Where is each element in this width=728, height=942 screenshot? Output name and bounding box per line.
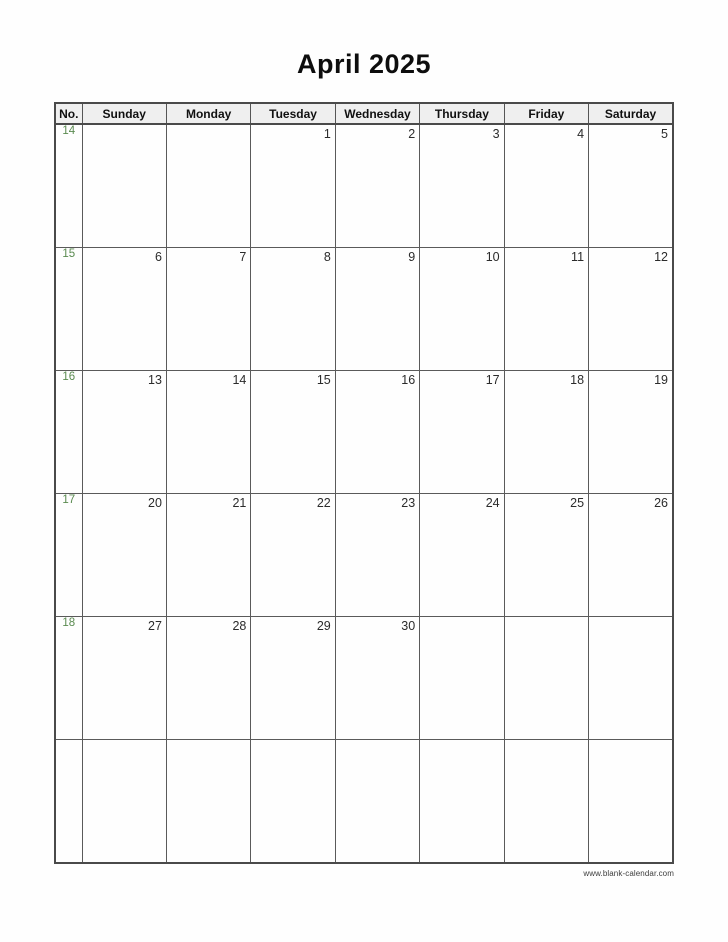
day-number: 22 — [316, 496, 331, 510]
week-row — [55, 371, 673, 494]
day-cell — [504, 740, 588, 864]
day-cell — [420, 617, 504, 740]
day-number — [589, 617, 672, 619]
day-number: 10 — [485, 250, 500, 264]
day-number: 18 — [570, 373, 585, 387]
week-number-cell — [55, 371, 82, 494]
day-cell — [504, 371, 588, 494]
week-number-cell — [55, 124, 82, 248]
day-cell — [251, 494, 335, 617]
day-cell — [504, 124, 588, 248]
day-cell — [251, 371, 335, 494]
day-cell — [420, 124, 504, 248]
day-number: 15 — [316, 373, 331, 387]
day-cell — [251, 124, 335, 248]
day-cell — [82, 494, 166, 617]
day-number: 5 — [661, 127, 668, 141]
day-number — [251, 740, 334, 742]
header-row — [55, 103, 673, 124]
day-cell — [589, 248, 673, 371]
day-cell — [589, 740, 673, 864]
day-cell — [82, 371, 166, 494]
day-cell — [589, 617, 673, 740]
day-cell — [166, 124, 250, 248]
day-cell — [589, 124, 673, 248]
day-cell — [504, 617, 588, 740]
day-number: 20 — [148, 496, 162, 510]
day-number — [505, 740, 588, 742]
day-number: 9 — [408, 250, 416, 264]
day-number: 11 — [571, 250, 585, 264]
day-number: 29 — [316, 619, 331, 633]
day-number: 19 — [654, 373, 668, 387]
day-cell — [420, 494, 504, 617]
day-number — [167, 125, 250, 127]
day-number — [83, 740, 166, 742]
day-number: 23 — [401, 496, 416, 510]
day-number: 6 — [154, 250, 162, 264]
day-cell — [420, 740, 504, 864]
day-number: 21 — [232, 496, 247, 510]
day-cell — [420, 371, 504, 494]
week-number-cell — [55, 617, 82, 740]
day-number — [83, 125, 166, 127]
week-number: 15 — [62, 248, 76, 260]
day-cell — [166, 371, 250, 494]
day-cell — [82, 740, 166, 864]
day-number: 28 — [232, 619, 247, 633]
day-cell — [335, 371, 419, 494]
day-number — [336, 740, 419, 742]
day-cell — [589, 494, 673, 617]
header-friday: Friday — [504, 103, 588, 124]
day-cell — [335, 494, 419, 617]
week-number: 14 — [62, 125, 76, 137]
site-footer-url: www.blank-calendar.com — [583, 869, 674, 878]
week-number: 16 — [62, 371, 76, 383]
day-number: 4 — [577, 127, 585, 141]
week-row — [55, 124, 673, 248]
week-row — [55, 494, 673, 617]
day-cell — [82, 617, 166, 740]
day-cell — [335, 740, 419, 864]
header-sunday: Sunday — [82, 103, 166, 124]
day-number: 27 — [148, 619, 162, 633]
day-number: 12 — [654, 250, 668, 264]
day-cell — [251, 617, 335, 740]
day-cell — [166, 617, 250, 740]
calendar-grid — [54, 102, 674, 864]
day-cell — [589, 371, 673, 494]
day-number: 25 — [570, 496, 585, 510]
week-number: 18 — [62, 617, 76, 629]
day-number — [589, 740, 672, 742]
week-row — [55, 248, 673, 371]
day-cell — [335, 617, 419, 740]
week-number-cell — [55, 494, 82, 617]
day-cell — [166, 248, 250, 371]
day-cell — [504, 494, 588, 617]
day-cell — [166, 740, 250, 864]
day-number: 8 — [323, 250, 331, 264]
day-number — [505, 617, 588, 619]
day-cell — [82, 248, 166, 371]
day-number: 1 — [323, 127, 331, 141]
header-tuesday: Tuesday — [251, 103, 335, 124]
day-number — [167, 740, 250, 742]
day-cell — [335, 124, 419, 248]
day-number: 16 — [401, 373, 416, 387]
day-cell — [251, 740, 335, 864]
day-cell — [251, 248, 335, 371]
day-cell — [82, 124, 166, 248]
week-number-cell — [55, 740, 82, 864]
day-number: 7 — [239, 250, 247, 264]
week-number-cell — [55, 248, 82, 371]
day-number — [420, 740, 503, 742]
header-monday: Monday — [166, 103, 250, 124]
day-number: 2 — [408, 127, 416, 141]
header-thursday: Thursday — [420, 103, 504, 124]
day-number: 30 — [401, 619, 416, 633]
day-cell — [504, 248, 588, 371]
week-row — [55, 617, 673, 740]
week-row — [55, 740, 673, 864]
day-number: 14 — [232, 373, 247, 387]
day-number: 26 — [654, 496, 668, 510]
month-title: April 2025 — [296, 49, 432, 79]
calendar-content — [54, 0, 674, 878]
day-number: 24 — [485, 496, 500, 510]
day-number: 17 — [485, 373, 500, 387]
header-week-no: No. — [55, 103, 82, 124]
day-number: 13 — [148, 373, 162, 387]
day-cell — [420, 248, 504, 371]
header-saturday: Saturday — [589, 103, 673, 124]
day-cell — [335, 248, 419, 371]
week-number: 17 — [62, 494, 76, 506]
day-number — [420, 617, 503, 619]
day-number: 3 — [492, 127, 500, 141]
header-wednesday: Wednesday — [335, 103, 419, 124]
day-cell — [166, 494, 250, 617]
